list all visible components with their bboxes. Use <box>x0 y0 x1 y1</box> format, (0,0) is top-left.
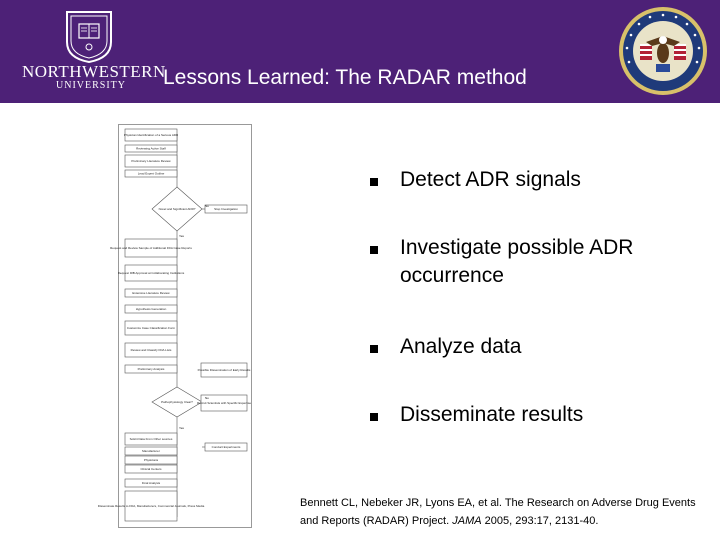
flowchart-step-label: Customize Case Classification Form <box>126 326 176 330</box>
flowchart-step-label: Manufacturer <box>142 449 160 453</box>
northwestern-seal-icon <box>63 8 115 64</box>
flowchart-step-label: Lead Expert Outline <box>137 171 165 176</box>
radar-flowchart <box>97 124 252 528</box>
citation-text: Bennett CL, Nebeker JR, Lyons EA, et al. The Research on Adverse Drug Events and Reports (RADAR) Project. <box>300 497 696 527</box>
flowchart-step-label: Recruit Scientists with Specific Expertise <box>196 401 252 405</box>
flowchart-step-label: Review and Classify FDA Lists <box>130 348 172 352</box>
citation-journal: JAMA <box>452 515 482 527</box>
citation <box>300 494 710 530</box>
flowchart-step-label: Preliminary Literature Review <box>131 159 171 163</box>
flowchart-step-label: Solicit Data From Other sources <box>129 437 173 441</box>
citation-details: 2005, 293:17, 2131-40. <box>484 515 599 527</box>
square-bullet-icon <box>370 246 378 254</box>
title-bar <box>0 0 720 103</box>
bullet-text: Analyze data <box>400 335 522 358</box>
flowchart-branch-label: No <box>205 204 209 208</box>
flowchart-step-label: Clinical Centers <box>140 467 162 471</box>
square-bullet-icon <box>370 178 378 186</box>
flowchart-step-label: Request and Review Sample of Additional FDA Case Reports <box>110 246 192 250</box>
flowchart-step-label: Pathophysiology Clear? <box>161 400 193 404</box>
square-bullet-icon <box>370 413 378 421</box>
flowchart-step-label: Preliminary Analysis <box>137 367 165 371</box>
bullet-text-continuation: occurrence <box>400 264 504 287</box>
flowchart-branch-label: Yes <box>179 234 184 238</box>
flowchart-branch-label: No <box>205 396 209 400</box>
flowchart-step-label: Possible Dissemination of Early Results <box>197 368 251 372</box>
flowchart-step-label: Hypothesis Generation <box>135 307 167 311</box>
bullet-text: Disseminate results <box>400 403 584 426</box>
va-seal-icon <box>618 6 708 96</box>
flowchart-step-label: Reviewing Active Staff <box>136 146 166 151</box>
flowchart-step-label: Extensive Literature Review <box>132 291 170 295</box>
flowchart-branch-label: Yes <box>179 426 184 430</box>
flowchart-step-label: Request IRB Approval at Collaborating Institutions <box>117 271 185 275</box>
university-subname: UNIVERSITY <box>56 80 126 91</box>
square-bullet-icon <box>370 345 378 353</box>
flowchart-step-label: Conduct Experiments <box>211 445 241 449</box>
flowchart-step-label: Final Analysis <box>141 481 161 485</box>
flowchart-step-label: Disseminate Results to FDA, Manufacturers, Commercial Journals, Press Media <box>97 504 205 508</box>
flowchart-step-label: Novel and Significant ADR? <box>158 207 196 211</box>
slide-title: Lessons Learned: The RADAR method <box>163 66 527 89</box>
radar-flowchart-svg <box>97 125 252 527</box>
bullet-text: Detect ADR signals <box>400 168 581 191</box>
flowchart-step-label: Physician Identification of a Serious ADR <box>123 133 179 137</box>
flowchart-step-label: Stop Investigation <box>214 207 238 211</box>
university-name: NORTHWESTERN <box>22 62 166 81</box>
flowchart-step-label: Physicians <box>143 458 159 462</box>
bullet-text: Investigate possible ADR <box>400 236 634 259</box>
